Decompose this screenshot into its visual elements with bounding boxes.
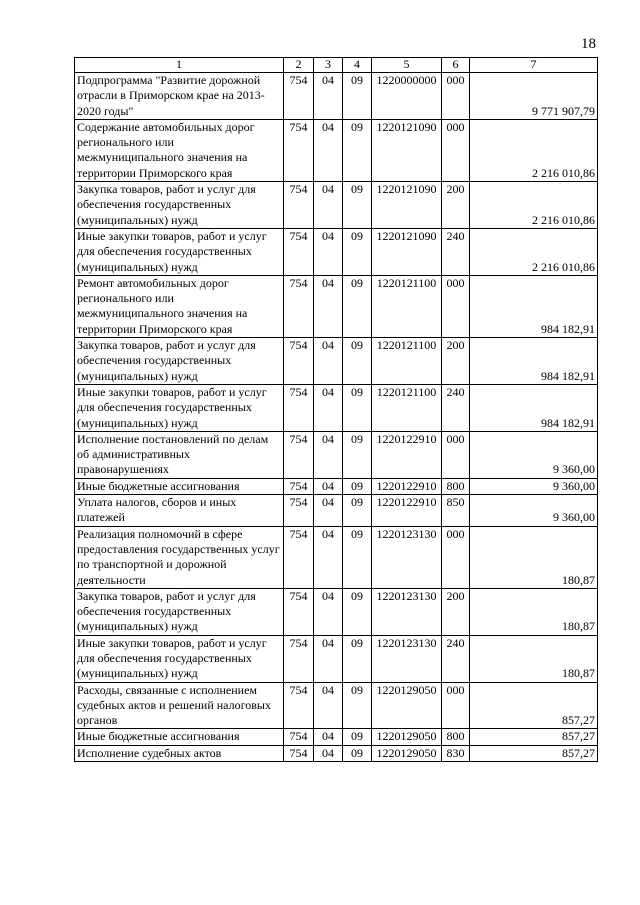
- row-section-cell: 04: [314, 182, 343, 229]
- row-section-cell: 04: [314, 228, 343, 275]
- row-name-cell: Иные закупки товаров, работ и услуг для обеспечения государственных (муниципальных) нужд: [75, 384, 284, 431]
- row-amount-cell: 2 216 010,86: [470, 119, 598, 181]
- row-expense-type-cell: 000: [442, 526, 470, 588]
- row-expense-type-cell: 240: [442, 228, 470, 275]
- row-amount-cell: 984 182,91: [470, 384, 598, 431]
- row-expense-type-cell: 000: [442, 275, 470, 337]
- row-expense-type-cell: 000: [442, 119, 470, 181]
- row-subsection-cell: 09: [343, 635, 372, 682]
- row-expense-type-cell: 200: [442, 182, 470, 229]
- row-name-cell: Содержание автомобильных дорог регионального или межмуниципального значения на территории Приморского края: [75, 119, 284, 181]
- row-name-cell: Иные бюджетные ассигнования: [75, 478, 284, 494]
- row-section-cell: 04: [314, 275, 343, 337]
- table-row: [75, 682, 598, 729]
- row-section-cell: 04: [314, 384, 343, 431]
- row-admin-code-cell: 754: [284, 119, 314, 181]
- row-admin-code-cell: 754: [284, 495, 314, 527]
- row-name-cell: Ремонт автомобильных дорог регионального или межмуниципального значения на территории Приморского края: [75, 275, 284, 337]
- row-subsection-cell: 09: [343, 119, 372, 181]
- row-admin-code-cell: 754: [284, 275, 314, 337]
- table-row: [75, 526, 598, 588]
- row-target-code-cell: 1220122910: [372, 431, 442, 478]
- table-row: [75, 73, 598, 120]
- row-subsection-cell: 09: [343, 588, 372, 635]
- row-subsection-cell: 09: [343, 182, 372, 229]
- page-number: 18: [581, 36, 596, 52]
- row-admin-code-cell: 754: [284, 384, 314, 431]
- row-admin-code-cell: 754: [284, 635, 314, 682]
- row-amount-cell: 984 182,91: [470, 338, 598, 385]
- row-admin-code-cell: 754: [284, 745, 314, 761]
- row-expense-type-cell: 200: [442, 588, 470, 635]
- header-cell-5: 5: [372, 58, 442, 73]
- row-subsection-cell: 09: [343, 495, 372, 527]
- row-section-cell: 04: [314, 431, 343, 478]
- row-section-cell: 04: [314, 119, 343, 181]
- row-amount-cell: 2 216 010,86: [470, 228, 598, 275]
- row-name-cell: Расходы, связанные с исполнением судебных актов и решений налоговых органов: [75, 682, 284, 729]
- row-section-cell: 04: [314, 526, 343, 588]
- row-expense-type-cell: 200: [442, 338, 470, 385]
- row-section-cell: 04: [314, 478, 343, 494]
- header-cell-4: 4: [343, 58, 372, 73]
- row-subsection-cell: 09: [343, 431, 372, 478]
- table-row: [75, 338, 598, 385]
- row-target-code-cell: 1220123130: [372, 635, 442, 682]
- row-subsection-cell: 09: [343, 682, 372, 729]
- row-subsection-cell: 09: [343, 275, 372, 337]
- row-target-code-cell: 1220129050: [372, 745, 442, 761]
- table-row: [75, 384, 598, 431]
- row-target-code-cell: 1220121090: [372, 228, 442, 275]
- row-subsection-cell: 09: [343, 73, 372, 120]
- row-admin-code-cell: 754: [284, 729, 314, 745]
- header-cell-1: 1: [75, 58, 284, 73]
- row-amount-cell: 857,27: [470, 745, 598, 761]
- row-expense-type-cell: 850: [442, 495, 470, 527]
- row-target-code-cell: 1220123130: [372, 526, 442, 588]
- row-admin-code-cell: 754: [284, 588, 314, 635]
- row-subsection-cell: 09: [343, 729, 372, 745]
- row-subsection-cell: 09: [343, 338, 372, 385]
- row-name-cell: Закупка товаров, работ и услуг для обеспечения государственных (муниципальных) нужд: [75, 338, 284, 385]
- row-amount-cell: 180,87: [470, 526, 598, 588]
- row-admin-code-cell: 754: [284, 431, 314, 478]
- row-amount-cell: 180,87: [470, 635, 598, 682]
- row-name-cell: Закупка товаров, работ и услуг для обеспечения государственных (муниципальных) нужд: [75, 182, 284, 229]
- header-cell-3: 3: [314, 58, 343, 73]
- row-section-cell: 04: [314, 745, 343, 761]
- row-subsection-cell: 09: [343, 745, 372, 761]
- row-amount-cell: 9 360,00: [470, 495, 598, 527]
- row-section-cell: 04: [314, 682, 343, 729]
- row-target-code-cell: 1220121100: [372, 275, 442, 337]
- row-amount-cell: 180,87: [470, 588, 598, 635]
- row-name-cell: Исполнение постановлений по делам об административных правонарушениях: [75, 431, 284, 478]
- row-name-cell: Подпрограмма "Развитие дорожной отрасли в Приморском крае на 2013-2020 годы": [75, 73, 284, 120]
- row-name-cell: Исполнение судебных актов: [75, 745, 284, 761]
- row-expense-type-cell: 000: [442, 73, 470, 120]
- header-cell-7: 7: [470, 58, 598, 73]
- table-row: [75, 275, 598, 337]
- row-target-code-cell: 1220121100: [372, 384, 442, 431]
- row-target-code-cell: 1220123130: [372, 588, 442, 635]
- table-row: [75, 729, 598, 745]
- row-name-cell: Иные закупки товаров, работ и услуг для обеспечения государственных (муниципальных) нужд: [75, 228, 284, 275]
- row-amount-cell: 984 182,91: [470, 275, 598, 337]
- row-admin-code-cell: 754: [284, 73, 314, 120]
- row-target-code-cell: 1220121100: [372, 338, 442, 385]
- row-admin-code-cell: 754: [284, 478, 314, 494]
- row-name-cell: Закупка товаров, работ и услуг для обеспечения государственных (муниципальных) нужд: [75, 588, 284, 635]
- row-admin-code-cell: 754: [284, 682, 314, 729]
- header-cell-2: 2: [284, 58, 314, 73]
- table-row: [75, 745, 598, 761]
- table-row: [75, 228, 598, 275]
- row-name-cell: Уплата налогов, сборов и иных платежей: [75, 495, 284, 527]
- row-expense-type-cell: 240: [442, 384, 470, 431]
- row-section-cell: 04: [314, 729, 343, 745]
- row-expense-type-cell: 830: [442, 745, 470, 761]
- row-expense-type-cell: 000: [442, 431, 470, 478]
- row-expense-type-cell: 800: [442, 478, 470, 494]
- row-amount-cell: 9 771 907,79: [470, 73, 598, 120]
- header-cell-6: 6: [442, 58, 470, 73]
- row-admin-code-cell: 754: [284, 526, 314, 588]
- row-expense-type-cell: 240: [442, 635, 470, 682]
- row-amount-cell: 857,27: [470, 729, 598, 745]
- budget-table: [74, 57, 598, 762]
- row-section-cell: 04: [314, 495, 343, 527]
- row-section-cell: 04: [314, 588, 343, 635]
- row-admin-code-cell: 754: [284, 182, 314, 229]
- row-section-cell: 04: [314, 73, 343, 120]
- row-target-code-cell: 1220122910: [372, 495, 442, 527]
- row-expense-type-cell: 800: [442, 729, 470, 745]
- table-row: [75, 635, 598, 682]
- row-name-cell: Иные бюджетные ассигнования: [75, 729, 284, 745]
- row-subsection-cell: 09: [343, 526, 372, 588]
- row-amount-cell: 9 360,00: [470, 478, 598, 494]
- row-target-code-cell: 1220129050: [372, 682, 442, 729]
- row-subsection-cell: 09: [343, 384, 372, 431]
- table-row: [75, 495, 598, 527]
- row-subsection-cell: 09: [343, 228, 372, 275]
- row-target-code-cell: 1220121090: [372, 182, 442, 229]
- row-target-code-cell: 1220121090: [372, 119, 442, 181]
- row-name-cell: Реализация полномочий в сфере предоставления государственных услуг по транспортной и дорожной деятельности: [75, 526, 284, 588]
- row-admin-code-cell: 754: [284, 338, 314, 385]
- table-row: [75, 478, 598, 494]
- row-amount-cell: 2 216 010,86: [470, 182, 598, 229]
- row-target-code-cell: 1220129050: [372, 729, 442, 745]
- table-header-row: [75, 58, 598, 73]
- table-row: [75, 588, 598, 635]
- row-target-code-cell: 1220000000: [372, 73, 442, 120]
- table-row: [75, 119, 598, 181]
- row-amount-cell: 9 360,00: [470, 431, 598, 478]
- row-name-cell: Иные закупки товаров, работ и услуг для обеспечения государственных (муниципальных) нужд: [75, 635, 284, 682]
- row-expense-type-cell: 000: [442, 682, 470, 729]
- row-amount-cell: 857,27: [470, 682, 598, 729]
- row-admin-code-cell: 754: [284, 228, 314, 275]
- row-subsection-cell: 09: [343, 478, 372, 494]
- row-target-code-cell: 1220122910: [372, 478, 442, 494]
- table-row: [75, 431, 598, 478]
- row-section-cell: 04: [314, 338, 343, 385]
- table-row: [75, 182, 598, 229]
- row-section-cell: 04: [314, 635, 343, 682]
